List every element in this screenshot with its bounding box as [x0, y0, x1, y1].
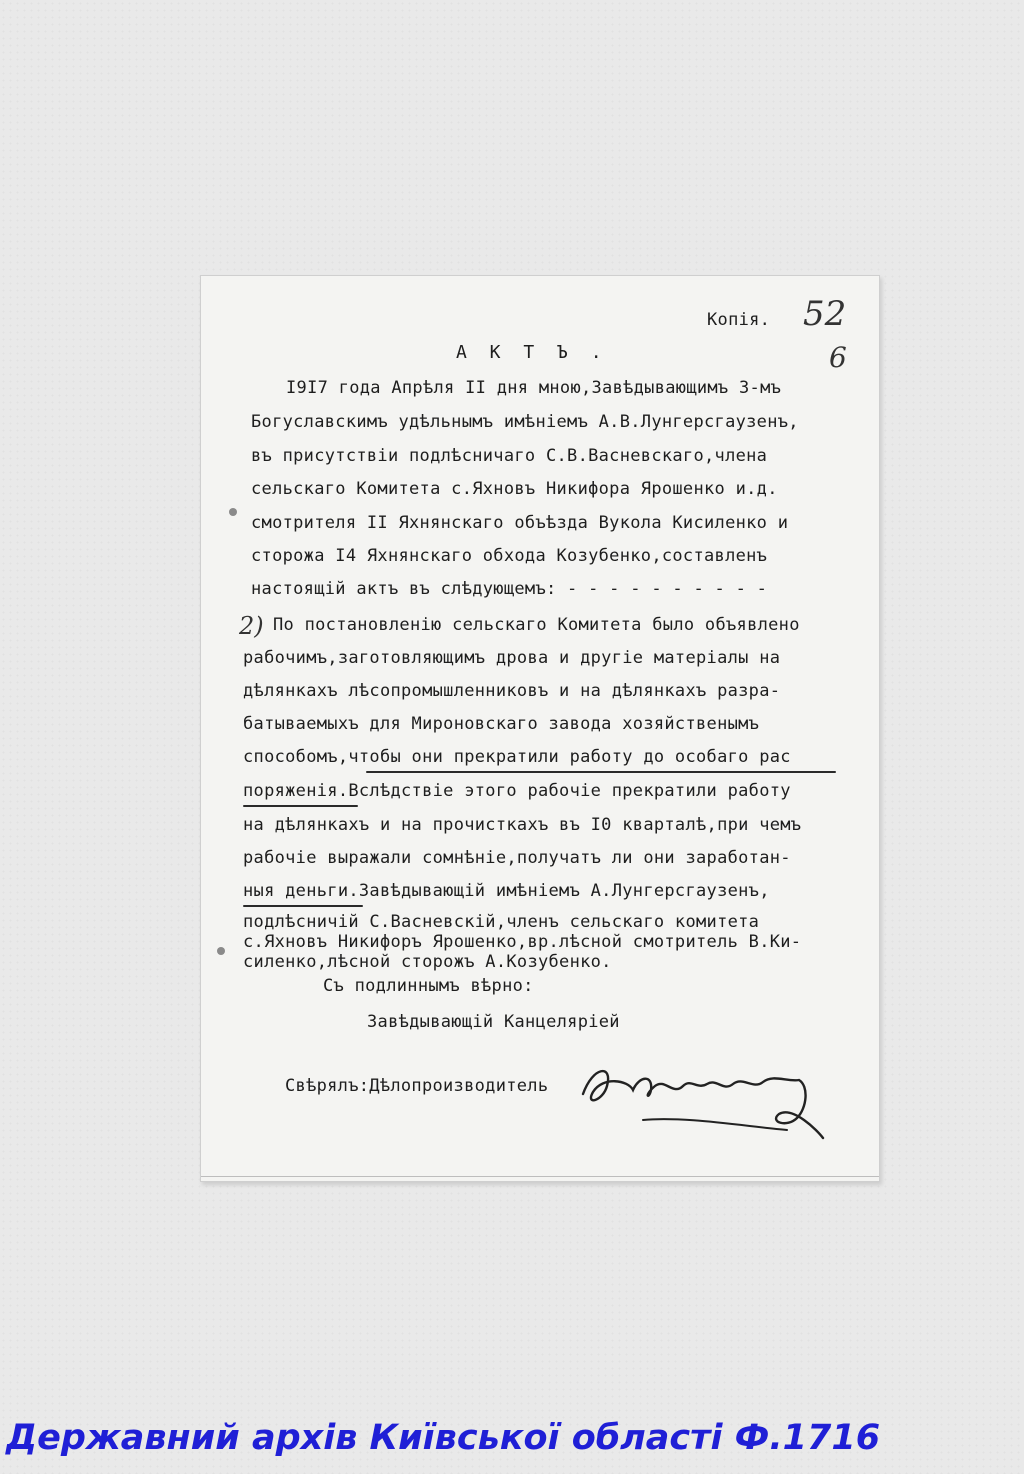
margin-note: 2) — [239, 612, 264, 640]
document-title: А К Т Ъ . — [456, 342, 608, 363]
text-line: сторожа I4 Яхнянскаго обхода Козубенко,составленъ — [251, 546, 768, 566]
office-line: Завѣдывающій Канцеляріей — [367, 1012, 620, 1032]
text-line: Богуславскимъ удѣльнымъ имѣніемъ А.В.Лунгерсгаузенъ, — [251, 412, 799, 432]
text-line: подлѣсничій С.Васневскій,членъ сельскаго комитета — [243, 912, 760, 932]
archive-caption: Державний архів Київської області Ф.1716 — [6, 1418, 881, 1458]
text-line: батываемыхъ для Мироновскаго завода хозяйственымъ — [243, 714, 760, 734]
folio-number: 52 — [803, 294, 847, 334]
text-line: По постановленію сельскаго Комитета было объявлено — [273, 615, 800, 635]
underline — [366, 771, 836, 773]
text-line: ныя деньги.Завѣдывающій имѣніемъ А.Лунгерсгаузенъ, — [243, 881, 770, 901]
punch-hole — [217, 947, 225, 955]
text-line: настоящій актъ въ слѣдующемъ: - - - - - - - - - - — [251, 579, 768, 599]
text-line: I9I7 года Апрѣля II дня мною,Завѣдывающимъ 3-мъ — [286, 378, 782, 398]
underline — [243, 805, 358, 807]
verified-line: Свѣрялъ:Дѣлопроизводитель — [285, 1076, 549, 1096]
text-line: сельскаго Комитета с.Яхновъ Никифора Ярошенко и.д. — [251, 479, 778, 499]
underline — [243, 905, 363, 907]
folio-sub-number: 6 — [829, 341, 847, 374]
document-sheet — [200, 275, 880, 1182]
text-line: с.Яхновъ Никифоръ Ярошенко,вр.лѣсной смотритель В.Ки- — [243, 932, 802, 952]
text-line: въ присутствіи подлѣсничаго С.В.Васневскаго,члена — [251, 446, 768, 466]
certified-line: Съ подлиннымъ вѣрно: — [323, 976, 534, 996]
signature — [573, 1056, 833, 1146]
text-line: смотрителя II Яхнянскаго объѣзда Вукола Кисиленко и — [251, 513, 789, 533]
text-line: рабочіе выражали сомнѣніе,получатъ ли они заработан- — [243, 848, 791, 868]
text-line: дѣлянкахъ лѣсопромышленниковъ и на дѣлянкахъ разра- — [243, 681, 781, 701]
punch-hole — [229, 508, 237, 516]
text-line: силенко,лѣсной сторожъ А.Козубенко. — [243, 952, 612, 972]
text-line: рабочимъ,заготовляющимъ дрова и другіе матеріалы на — [243, 648, 781, 668]
text-line: на дѣлянкахъ и на прочисткахъ въ I0 кварталѣ,при чемъ — [243, 815, 802, 835]
copy-label: Копія. — [707, 310, 771, 330]
text-line: способомъ,чтобы они прекратили работу до особаго рас — [243, 747, 791, 767]
text-line: поряженія.Вслѣдствіе этого рабочіе прекратили работу — [243, 781, 791, 801]
